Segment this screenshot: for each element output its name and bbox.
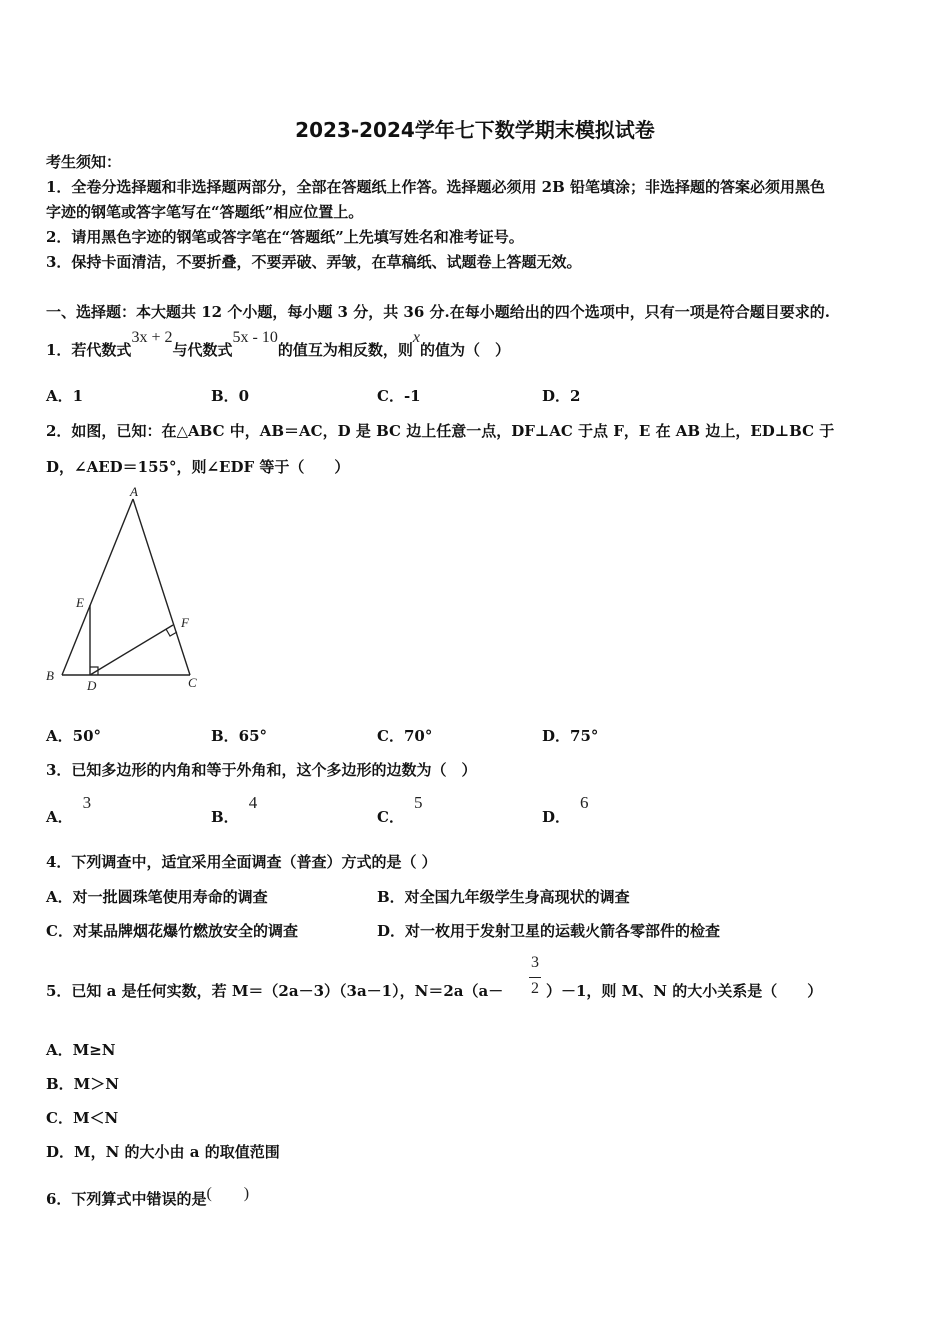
- q6-text: 6．下列算式中错误的是: [46, 1190, 207, 1208]
- question-3: 3．已知多边形的内角和等于外角和，这个多边形的边数为（ ）: [46, 761, 477, 779]
- label-d: D: [87, 678, 97, 693]
- notice-line-1: 1．全卷分选择题和非选择题两部分，全部在答题纸上作答。选择题必须用 2B 铅笔填涂；非选择题的答案必须用黑色: [46, 178, 826, 196]
- q5-option-c: C．M＜N: [46, 1109, 119, 1127]
- q3-option-d: [542, 793, 589, 827]
- q5-fraction-bar: [529, 977, 541, 978]
- notice-line-1b: 字迹的钢笔或答字笔写在“答题纸”相应位置上。: [46, 203, 364, 221]
- q5-option-d: D．M，N 的大小由 a 的取值范围: [46, 1143, 280, 1161]
- question-2-line-2: D，∠AED＝155°，则∠EDF 等于（ ）: [46, 458, 350, 476]
- q4-option-b: B．对全国九年级学生身高现状的调查: [377, 888, 630, 906]
- q1-option-c: C．-1: [377, 387, 421, 405]
- q1-expr-1: 3x + 2: [131, 329, 173, 346]
- q3-option-d-value: 6: [580, 793, 589, 812]
- label-a: A: [130, 484, 138, 499]
- q5-option-b: B．M＞N: [46, 1075, 119, 1093]
- q1-option-a: A．1: [46, 387, 84, 405]
- q2-option-c: C．70°: [377, 727, 433, 745]
- q1-option-d: D．2: [542, 387, 581, 405]
- triangle-figure: [40, 482, 210, 697]
- label-f: F: [181, 615, 189, 630]
- q3-option-d-letter: D．: [542, 808, 571, 826]
- question-1: [46, 329, 510, 361]
- notice-line-3: 3．保持卡面清洁，不要折叠，不要弄破、弄皱，在草稿纸、试题卷上答题无效。: [46, 253, 582, 271]
- q3-option-a: [46, 793, 92, 827]
- question-5-suffix: ）－1，则 M、N 的大小关系是（ ）: [546, 982, 823, 1000]
- q3-option-b-value: 4: [248, 793, 258, 812]
- q2-option-b: B．65°: [211, 727, 268, 745]
- q1-suffix: 的值为（ ）: [419, 341, 510, 359]
- q4-option-a: A．对一批圆珠笔使用寿命的调查: [46, 888, 268, 906]
- q1-mid: 与代数式: [172, 341, 233, 359]
- section-1-heading: 一、选择题：本大题共 12 个小题，每小题 3 分，共 36 分.在每小题给出的四个选项中，只有一项是符合题目要求的.: [46, 303, 830, 321]
- notice-heading: 考生须知：: [46, 153, 122, 171]
- q3-option-a-letter: A．: [46, 808, 73, 826]
- q3-option-a-value: 3: [82, 793, 92, 812]
- label-b: B: [46, 668, 54, 683]
- segment-ab: [62, 499, 133, 675]
- label-e: E: [76, 595, 84, 610]
- segment-df: [90, 625, 173, 675]
- label-c: C: [188, 675, 197, 690]
- q5-option-a: A．M≥N: [46, 1041, 116, 1059]
- q1-option-b: B．0: [211, 387, 250, 405]
- q3-option-b: [211, 793, 258, 827]
- q1-prefix: 1．若代数式: [46, 341, 132, 359]
- question-5-prefix: 5．已知 a 是任何实数，若 M＝（2a－3）（3a－1），N＝2a（a－: [46, 982, 504, 1000]
- question-4: 4．下列调查中，适宜采用全面调查（普查）方式的是（ ）: [46, 853, 437, 871]
- q1-expr-2: 5x - 10: [232, 329, 278, 346]
- q3-option-c-letter: C．: [377, 808, 404, 826]
- q3-option-c-value: 5: [413, 793, 423, 812]
- q1-mid2: 的值互为相反数，则: [277, 341, 413, 359]
- notice-line-2: 2．请用黑色字迹的钢笔或答字笔在“答题纸”上先填写姓名和准考证号。: [46, 228, 524, 246]
- q1-var: x: [412, 329, 420, 346]
- q2-option-a: A．50°: [46, 727, 102, 745]
- q3-option-b-letter: B．: [211, 808, 239, 826]
- q5-fraction-numerator: 3: [531, 954, 539, 971]
- q5-fraction-denominator: 2: [531, 980, 539, 997]
- segment-ac: [133, 499, 190, 675]
- question-2-line-1: 2．如图，已知：在△ABC 中，AB＝AC，D 是 BC 边上任意一点，DF⊥AC 于点 F，E 在 AB 边上，ED⊥BC 于: [46, 422, 835, 440]
- page-title: 2023-2024学年七下数学期末模拟试卷: [295, 118, 655, 142]
- q4-option-c: C．对某品牌烟花爆竹燃放安全的调查: [46, 922, 298, 940]
- q4-option-d: D．对一枚用于发射卫星的运载火箭各零部件的检查: [377, 922, 721, 940]
- q2-option-d: D．75°: [542, 727, 599, 745]
- q6-paren: ( ): [206, 1185, 250, 1202]
- q3-option-c: [377, 793, 423, 827]
- question-6: [46, 1185, 250, 1210]
